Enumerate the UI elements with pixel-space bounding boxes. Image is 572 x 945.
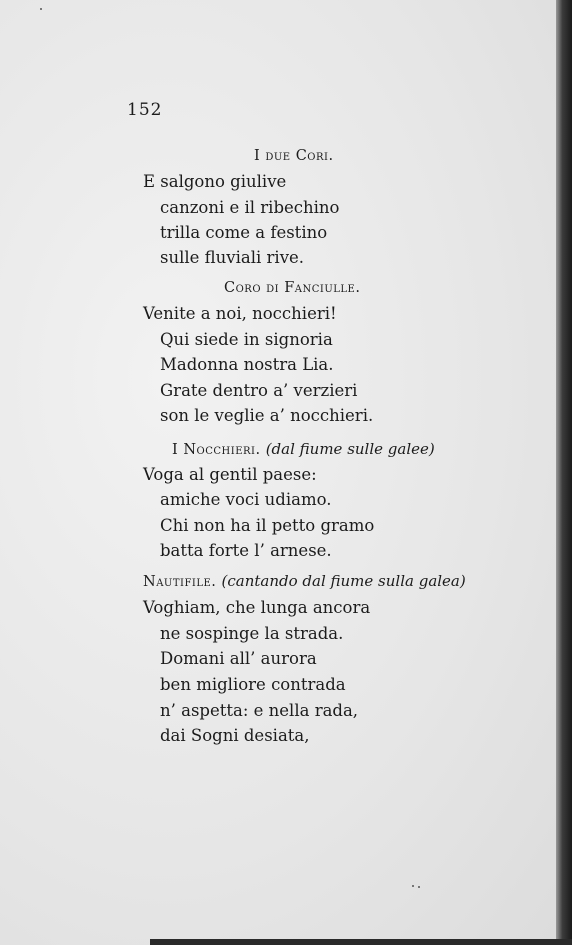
speaker-heading — [254, 148, 334, 164]
verse-line: Grate dentro a’ verzieri — [160, 381, 358, 400]
verse-line: batta forte l’ arnese. — [160, 541, 332, 560]
verse-line: ne sospinge la strada. — [160, 624, 344, 643]
speaker-name: Nautifile. — [143, 574, 217, 590]
verse-line: Chi non ha il petto gramo — [160, 516, 375, 535]
paper-speck — [418, 886, 420, 888]
verse-line: Voga al gentil paese: — [143, 465, 317, 484]
verse-line: sulle fluviali rive. — [160, 248, 305, 267]
speaker-heading — [143, 572, 466, 590]
stage-direction: (dal fiume sulle galee) — [265, 440, 435, 458]
book-spine-shadow — [556, 0, 572, 945]
speaker-name: Coro di Fanciulle. — [224, 280, 361, 296]
page-number: 152 — [127, 100, 163, 120]
verse-line: Domani all’ aurora — [160, 649, 317, 668]
page-bottom-edge — [150, 939, 572, 945]
verse-line: canzoni e il ribechino — [160, 198, 340, 217]
stage-direction: (cantando dal fiume sulla galea) — [221, 572, 466, 590]
speaker-name: I Nocchieri. — [172, 442, 261, 458]
verse-line: trilla come a festino — [160, 223, 328, 242]
speaker-name: I due Cori. — [254, 148, 334, 164]
paper-speck — [412, 885, 414, 887]
verse-line: ben migliore contrada — [160, 675, 346, 694]
verse-line: Voghiam, che lunga ancora — [143, 598, 371, 617]
verse-line: son le veglie a’ nocchieri. — [160, 406, 374, 425]
verse-line: amiche voci udiamo. — [160, 490, 332, 509]
speaker-heading — [224, 280, 360, 296]
paper-speck — [40, 8, 42, 10]
verse-line: Madonna nostra Lia. — [160, 355, 334, 374]
verse-line: n’ aspetta: e nella rada, — [160, 701, 359, 720]
verse-line: Qui siede in signoria — [160, 330, 333, 349]
verse-line: dai Sogni desiata, — [160, 726, 310, 745]
verse-line: E salgono giulive — [143, 172, 287, 191]
verse-line: Venite a noi, nocchieri! — [143, 304, 337, 323]
speaker-heading — [172, 440, 435, 458]
